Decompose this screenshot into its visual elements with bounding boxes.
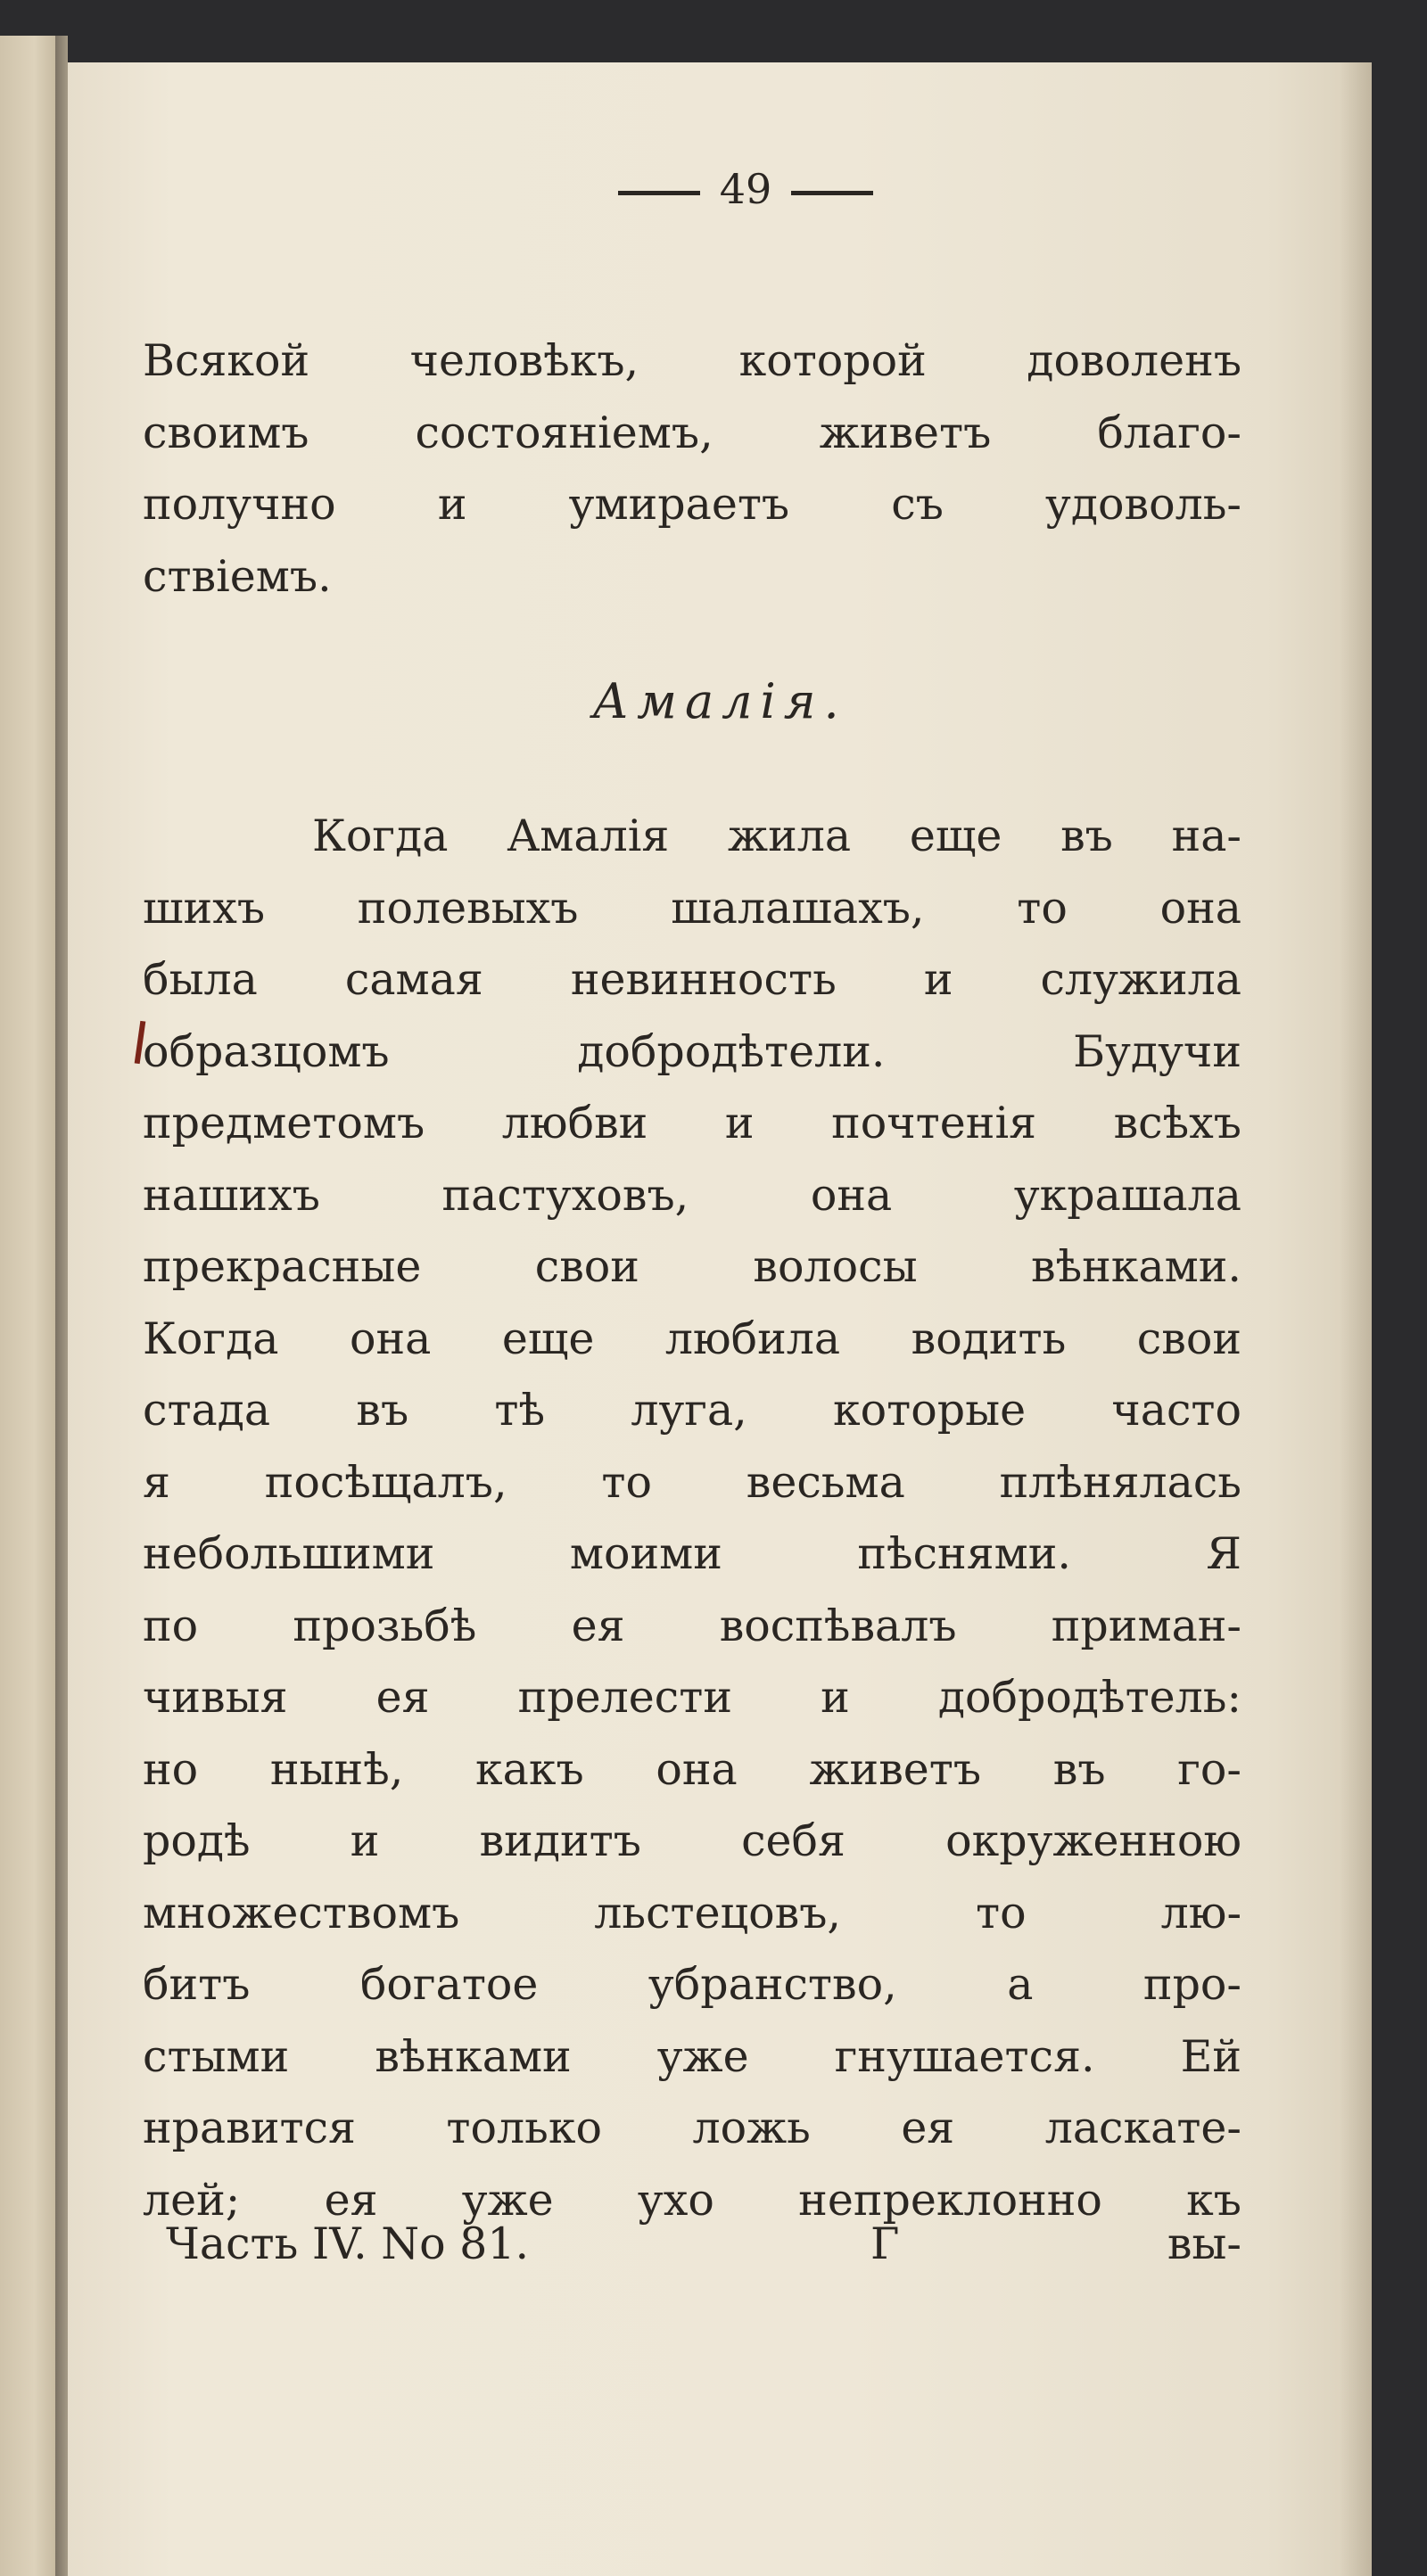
signature-mark: Г [870,2218,900,2269]
text-line: лей; ея уже ухо непреклонно къ [143,2174,1241,2226]
catchword: вы- [1167,2218,1241,2269]
text-line: прекрасные свои волосы вѣнками. [143,1241,1241,1292]
text-line: битъ богатое убранство, а про- [143,1959,1241,2010]
volume-signature: Часть IV. No 81. [166,2218,530,2269]
page-header [478,165,1013,227]
page-footer [166,2218,1241,2281]
text-line: образцомъ добродѣтели. Будучи [143,1025,1241,1077]
header-dash-right [791,191,873,195]
text-line: была самая невинность и служила [143,954,1241,1005]
text-line: нашихъ пастуховъ, она украшала [143,1169,1241,1221]
page-edge-shadow [1340,62,1372,2576]
section-title: Амалія. [592,673,847,729]
text-line: множествомъ льстецовъ, то лю- [143,1887,1241,1938]
text-line: но нынѣ, какъ она живетъ въ го- [143,1743,1241,1795]
text-line: чивыя ея прелести и добродѣтель: [143,1672,1241,1723]
page-number: 49 [719,165,772,213]
text-line: нравится только ложь ея ласкате- [143,2103,1241,2153]
previous-page-edge [0,36,62,2576]
book-page [68,62,1372,2576]
text-line: предметомъ любви и почтенія всѣхъ [143,1098,1241,1148]
text-line: Когда она еще любила водить свои [143,1313,1241,1364]
header-dash-left [618,191,700,195]
text-line: шихъ полевыхъ шалашахъ, то она [143,882,1241,934]
paragraph-2 [143,801,1241,2236]
text-line: по прозьбѣ ея воспѣвалъ приман- [143,1600,1241,1651]
text-line: Всякой человѣкъ, которой доволенъ [143,335,1241,386]
text-line: ствіемъ. [143,550,332,602]
paragraph-1 [143,325,1241,613]
text-line: получно и умираетъ съ удоволь- [143,479,1241,530]
text-line: своимъ состояніемъ, живетъ благо- [143,407,1241,458]
text-line: Когда Амалія жила еще въ на- [312,811,1241,861]
text-line: стыми вѣнками уже гнушается. Ей [143,2030,1241,2082]
text-line: небольшими моими пѣснями. Я [143,1528,1241,1579]
text-line: родѣ и видитъ себя окруженною [143,1815,1241,1866]
text-line: стада въ тѣ луга, которые часто [143,1385,1241,1436]
text-line: я посѣщалъ, то весьма плѣнялась [143,1456,1241,1508]
book-gutter [55,36,68,2576]
